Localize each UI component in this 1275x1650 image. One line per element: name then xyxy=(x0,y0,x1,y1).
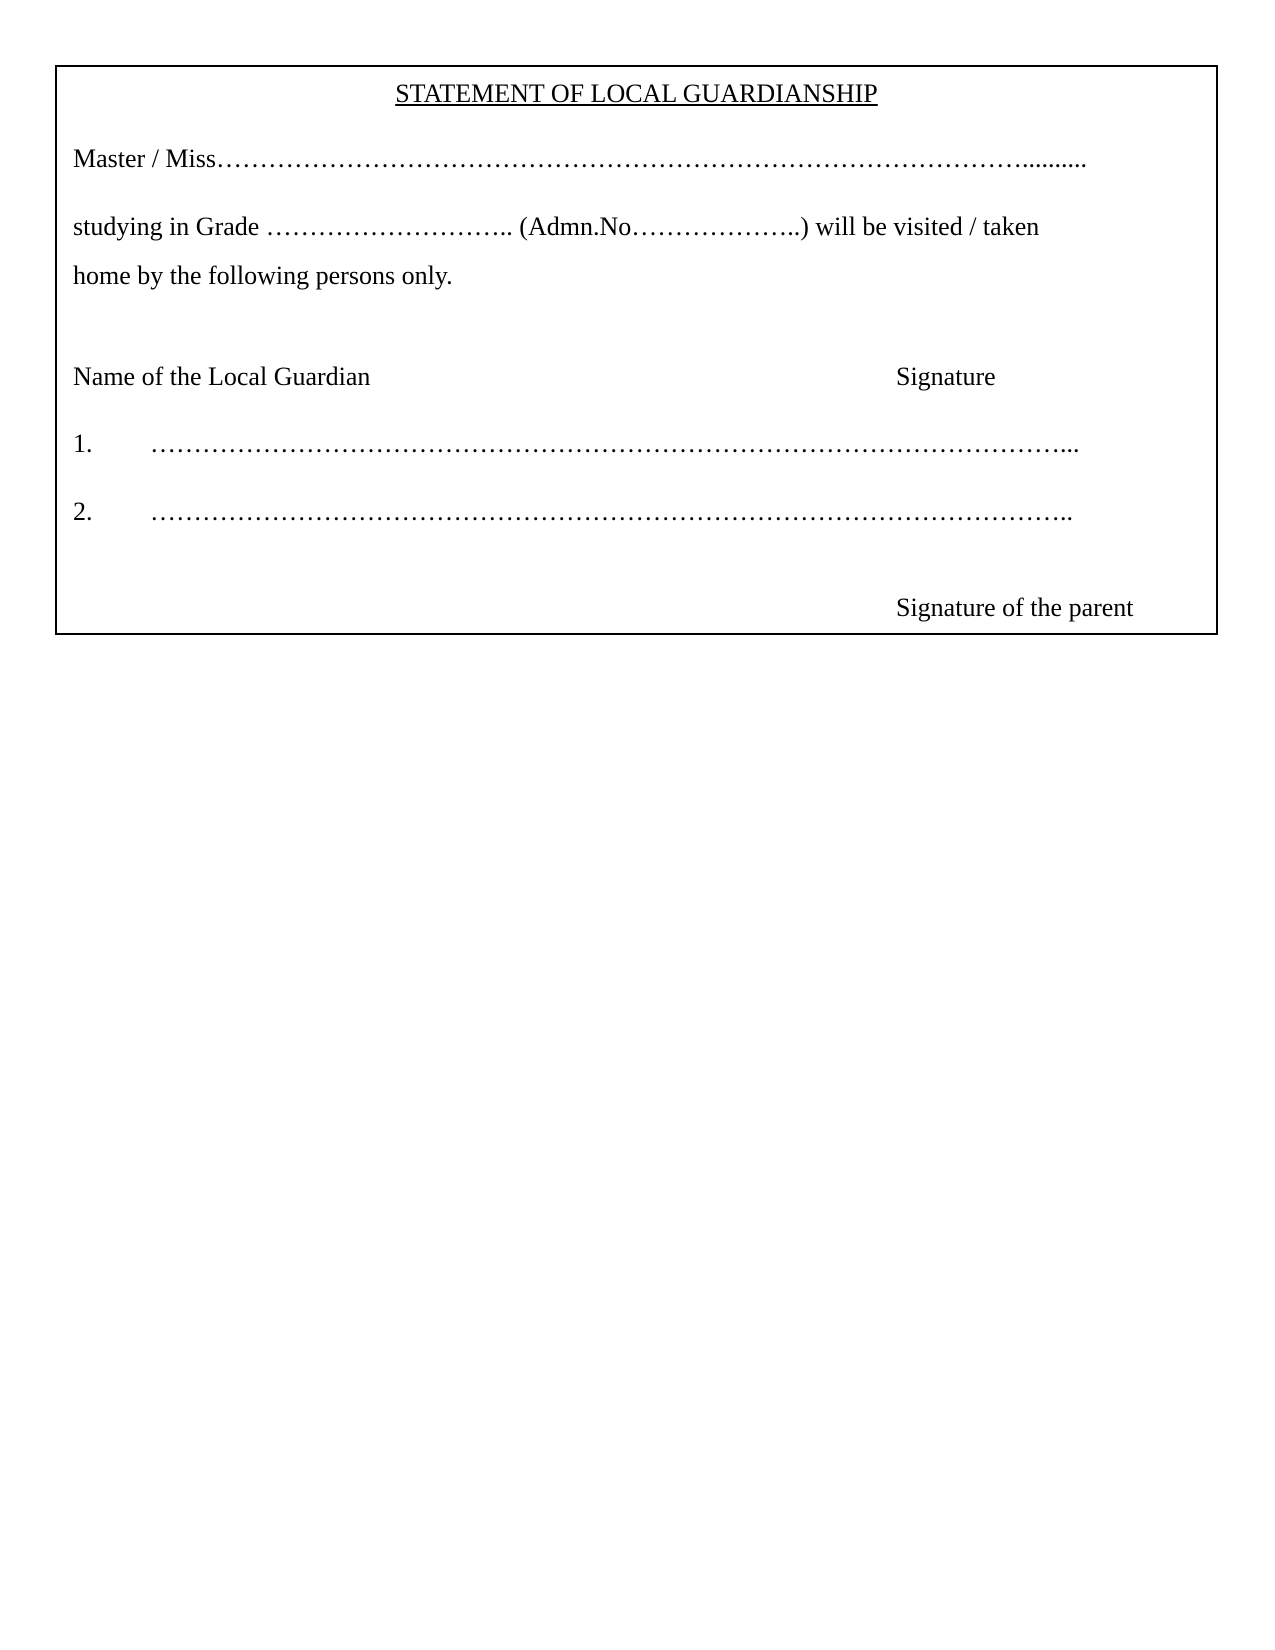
entry-number: 2. xyxy=(73,497,93,526)
entry-1-dotted-line: ……………………………………………………………………………………………... xyxy=(150,429,1080,458)
form-title: STATEMENT OF LOCAL GUARDIANSHIP xyxy=(395,79,878,108)
local-guardian-name-label: Name of the Local Guardian xyxy=(73,362,371,391)
guardianship-form xyxy=(55,65,1218,635)
signature-label: Signature xyxy=(896,362,996,391)
persons-only-line: home by the following persons only. xyxy=(73,261,453,290)
entry-2-dotted-line: …………………………………………………………………………………………….. xyxy=(150,497,1073,526)
entry-number: 1. xyxy=(73,429,93,458)
parent-signature-label: Signature of the parent xyxy=(896,593,1134,622)
grade-admission-line: studying in Grade ……………………….. (Admn.No………………..) will be visited / taken xyxy=(73,212,1040,241)
student-name-line: Master / Miss………………………………………………………………………………….......... xyxy=(73,144,1087,173)
